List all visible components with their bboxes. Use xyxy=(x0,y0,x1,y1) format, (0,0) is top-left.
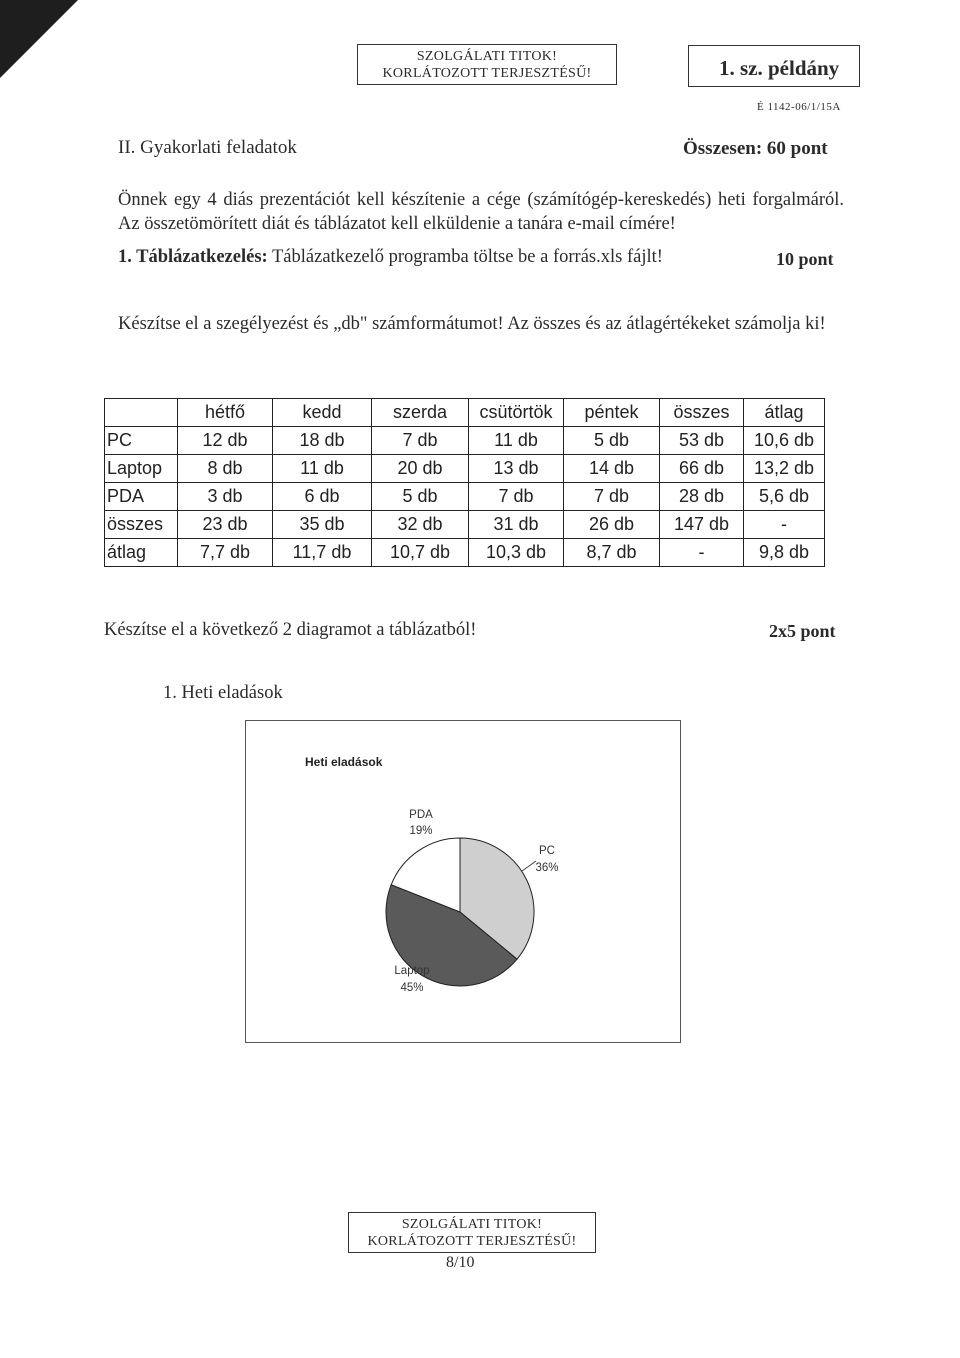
pie-label-pda: PDA xyxy=(409,809,433,821)
classification-footer xyxy=(348,1212,596,1253)
table-cell: 26 db xyxy=(564,511,660,539)
table-row-header: PDA xyxy=(105,483,178,511)
table-header-cell: kedd xyxy=(273,399,372,427)
page-number: 8/10 xyxy=(446,1254,475,1271)
table-cell: 11,7 db xyxy=(273,539,372,567)
table-row xyxy=(105,427,825,455)
chart-title: Heti eladások xyxy=(305,755,383,769)
table-cell: 53 db xyxy=(660,427,744,455)
pie-chart xyxy=(246,721,680,1042)
table-cell: 31 db xyxy=(469,511,564,539)
scan-corner-mark xyxy=(0,0,78,78)
table-cell: 12 db xyxy=(178,427,273,455)
chart-caption: 1. Heti eladások xyxy=(163,683,283,703)
table-cell: 147 db xyxy=(660,511,744,539)
table-header-cell: összes xyxy=(660,399,744,427)
pie-chart-frame xyxy=(245,720,681,1043)
task1-points: 10 pont xyxy=(776,249,834,269)
pie-pct-pda: 19% xyxy=(409,825,433,837)
table-row-header: átlag xyxy=(105,539,178,567)
table-cell: 10,6 db xyxy=(744,427,825,455)
document-id: É 1142-06/1/15A xyxy=(757,101,841,113)
table-cell: 66 db xyxy=(660,455,744,483)
pie-leader-line-pc xyxy=(522,861,536,871)
table-header-cell: hétfő xyxy=(178,399,273,427)
task1-label: 1. Táblázatkezelés: xyxy=(118,247,268,267)
table-cell: 3 db xyxy=(178,483,273,511)
table-cell: 11 db xyxy=(469,427,564,455)
table-cell: 5 db xyxy=(564,427,660,455)
task1-instruction: Készítse el a szegélyezést és „db" számformátumot! Az összes és az átlagértékeket számolja ki! xyxy=(118,314,826,334)
footer-classification-line-1: SZOLGÁLATI TITOK! xyxy=(401,1217,543,1232)
table-cell: 14 db xyxy=(564,455,660,483)
pie-label-pc: PC xyxy=(539,845,555,857)
table-row-header: PC xyxy=(105,427,178,455)
table-cell: 18 db xyxy=(273,427,372,455)
table-cell: 10,7 db xyxy=(372,539,469,567)
table-cell: 23 db xyxy=(178,511,273,539)
table-cell: 6 db xyxy=(273,483,372,511)
table-cell: - xyxy=(744,511,825,539)
table-cell: 13 db xyxy=(469,455,564,483)
task1-line xyxy=(118,247,663,268)
table-cell: 5 db xyxy=(372,483,469,511)
table-cell: 8 db xyxy=(178,455,273,483)
classification-header xyxy=(357,44,617,85)
copy-number-label: 1. sz. példány xyxy=(719,56,840,80)
section-total-points: Összesen: 60 pont xyxy=(683,138,828,159)
pie-label-laptop: Laptop xyxy=(394,965,430,977)
table-row-header: összes xyxy=(105,511,178,539)
table-cell: 35 db xyxy=(273,511,372,539)
pie-pct-laptop: 45% xyxy=(400,982,424,994)
classification-line-1: SZOLGÁLATI TITOK! xyxy=(416,49,558,64)
table-cell: 13,2 db xyxy=(744,455,825,483)
task2-points: 2x5 pont xyxy=(769,621,836,641)
table-cell: 28 db xyxy=(660,483,744,511)
table-header-cell: átlag xyxy=(744,399,825,427)
classification-line-2: KORLÁTOZOTT TERJESZTÉSŰ! xyxy=(382,66,592,81)
table-cell: 9,8 db xyxy=(744,539,825,567)
sales-table xyxy=(104,398,825,567)
copy-number-box xyxy=(688,45,860,87)
table-header-cell xyxy=(105,399,178,427)
table-row xyxy=(105,483,825,511)
table-header-cell: péntek xyxy=(564,399,660,427)
table-cell: - xyxy=(660,539,744,567)
table-row xyxy=(105,455,825,483)
section-title: II. Gyakorlati feladatok xyxy=(118,137,297,158)
table-row xyxy=(105,539,825,567)
table-cell: 7 db xyxy=(372,427,469,455)
intro-paragraph: Önnek egy 4 diás prezentációt kell készítenie a cége (számítógép-kereskedés) heti forgalmáról. Az összetömörített diát és táblázatot kell elküldenie a tanára e-mail címére! xyxy=(118,190,844,234)
table-row-header: Laptop xyxy=(105,455,178,483)
table-cell: 11 db xyxy=(273,455,372,483)
task2-instruction: Készítse el a következő 2 diagramot a táblázatból! xyxy=(104,620,477,640)
table-cell: 7 db xyxy=(469,483,564,511)
task1-text: Táblázatkezelő programba töltse be a forrás.xls fájlt! xyxy=(272,247,663,267)
table-cell: 20 db xyxy=(372,455,469,483)
table-cell: 7,7 db xyxy=(178,539,273,567)
table-cell: 32 db xyxy=(372,511,469,539)
table-cell: 8,7 db xyxy=(564,539,660,567)
table-cell: 10,3 db xyxy=(469,539,564,567)
table-header-cell: csütörtök xyxy=(469,399,564,427)
table-header-cell: szerda xyxy=(372,399,469,427)
footer-classification-line-2: KORLÁTOZOTT TERJESZTÉSŰ! xyxy=(367,1234,577,1249)
table-cell: 5,6 db xyxy=(744,483,825,511)
table-row xyxy=(105,511,825,539)
table-cell: 7 db xyxy=(564,483,660,511)
table-header-row xyxy=(105,399,825,427)
pie-pct-pc: 36% xyxy=(535,862,559,874)
